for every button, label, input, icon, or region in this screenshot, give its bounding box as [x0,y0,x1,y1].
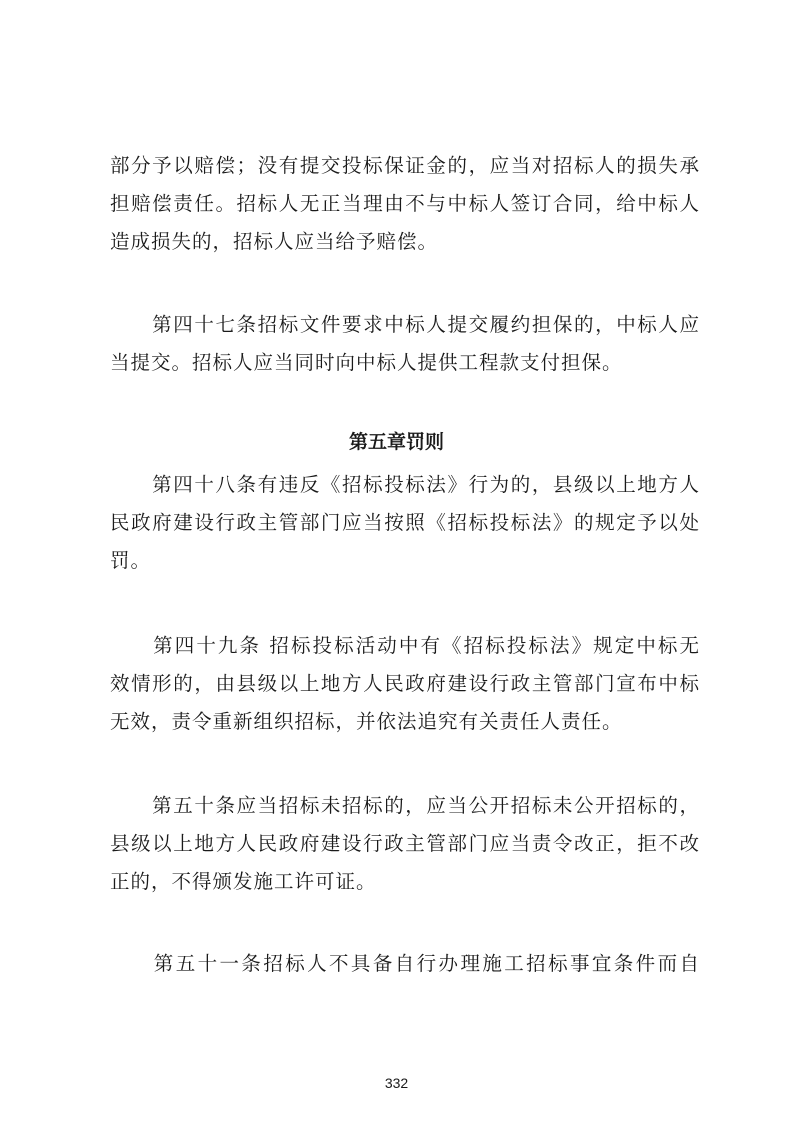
page-number: 332 [384,1075,409,1091]
text-line: 县级以上地方人民政府建设行政主管部门应当责令改正，拒不改 [110,832,700,855]
text-line: 效情形的，由县级以上地方人民政府建设行政主管部门宣布中标 [110,672,700,695]
text-line: 第四十八条有违反《招标投标法》行为的，县级以上地方人 [110,473,700,496]
paragraph-article-49 [110,627,700,741]
text-line: 当提交。招标人应当同时向中标人提供工程款支付担保。 [110,351,623,374]
text-line: 担赔偿责任。招标人无正当理由不与中标人签订合同，给中标人 [110,192,700,215]
paragraph-article-51 [110,945,700,983]
chapter-heading: 第五章罚则 [348,431,444,453]
paragraph-article-47 [110,306,700,382]
text-line: 民政府建设行政主管部门应当按照《招标投标法》的规定予以处 [110,511,700,534]
text-line: 造成损失的，招标人应当给予赔偿。 [110,230,439,253]
paragraph-article-50 [110,787,700,901]
text-line: 部分予以赔偿；没有提交投标保证金的，应当对招标人的损失承 [110,154,700,177]
text-line: 第五十一条招标人不具备自行办理施工招标事宜条件而自 [110,952,700,975]
text-line: 正的，不得颁发施工许可证。 [110,870,377,893]
text-line: 罚。 [110,549,152,572]
text-line: 第四十九条 招标投标活动中有《招标投标法》规定中标无 [110,634,700,657]
text-line: 无效，责令重新组织招标，并依法追究有关责任人责任。 [110,710,623,733]
paragraph-1 [110,147,700,261]
paragraph-article-48 [110,466,700,580]
text-line: 第四十七条招标文件要求中标人提交履约担保的，中标人应 [110,313,700,336]
text-line: 第五十条应当招标未招标的，应当公开招标未公开招标的， [110,794,700,817]
